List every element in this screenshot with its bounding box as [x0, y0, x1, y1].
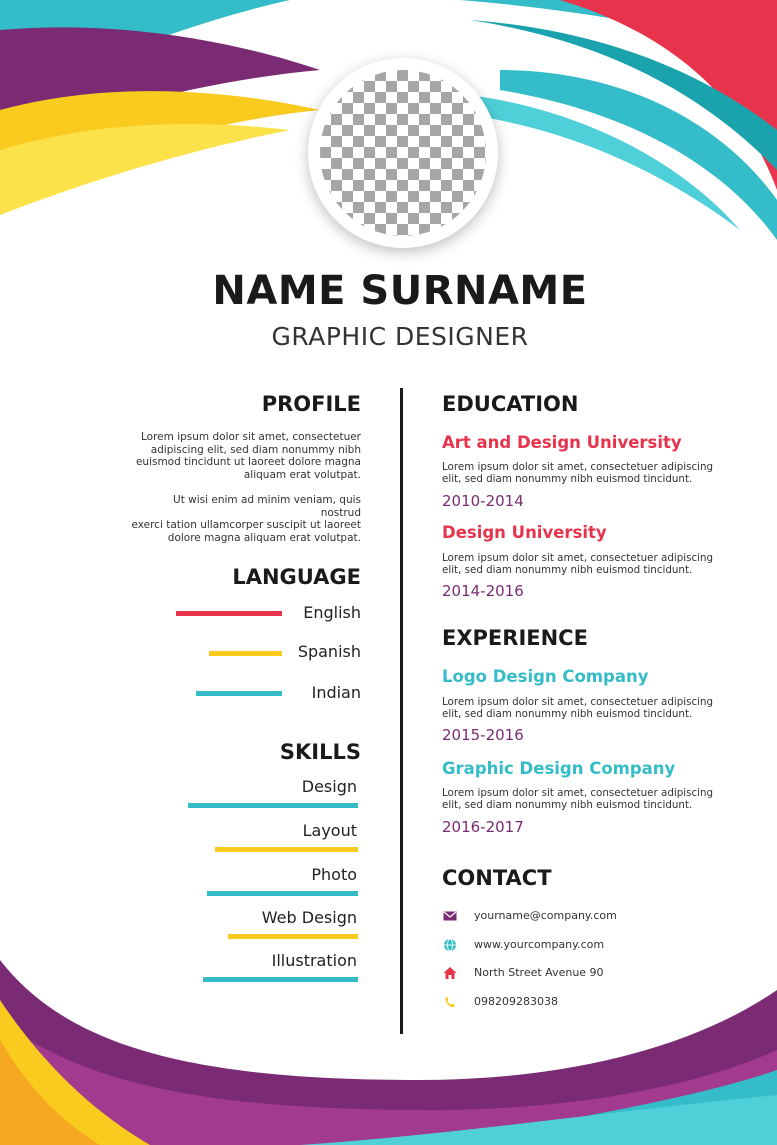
job-title: GRAPHIC DESIGNER — [271, 322, 529, 351]
skill-web-design: Web Design — [261, 908, 357, 927]
home-icon — [443, 966, 457, 980]
experience-years-1: 2015-2016 — [442, 726, 524, 744]
language-english: English — [303, 603, 361, 622]
language-heading: LANGUAGE — [232, 565, 361, 589]
experience-description-2: Lorem ipsum dolor sit amet, consectetuer adipiscing elit, sed diam nonummy nibh euismod tincidunt. — [442, 787, 714, 812]
skill-bar-web-design — [228, 934, 358, 939]
contact-address: North Street Avenue 90 — [474, 966, 604, 979]
skill-bar-photo — [207, 891, 358, 896]
education-description-2: Lorem ipsum dolor sit amet, consectetuer adipiscing elit, sed diam nonummy nibh euismod tincidunt. — [442, 552, 714, 577]
education-heading: EDUCATION — [442, 392, 579, 416]
profile-photo-placeholder — [308, 58, 498, 248]
education-years-2: 2014-2016 — [442, 582, 524, 600]
experience-heading: EXPERIENCE — [442, 626, 588, 650]
skill-design: Design — [301, 777, 357, 796]
full-name: NAME SURNAME — [212, 268, 588, 314]
skill-bar-layout — [215, 847, 358, 852]
column-divider — [400, 388, 403, 1034]
experience-years-2: 2016-2017 — [442, 818, 524, 836]
skill-bar-design — [188, 803, 358, 808]
skill-photo: Photo — [311, 865, 357, 884]
profile-paragraph-2: Ut wisi enim ad minim veniam, quis nostrud exerci tation ullamcorper suscipit ut laoreet dolore magna aliquam erat volutpat. — [131, 494, 361, 544]
globe-icon — [443, 938, 457, 952]
phone-icon — [443, 995, 457, 1009]
contact-heading: CONTACT — [442, 866, 552, 890]
language-spanish: Spanish — [297, 642, 361, 661]
contact-email[interactable]: yourname@company.com — [474, 909, 617, 922]
envelope-icon — [443, 909, 457, 923]
contact-website[interactable]: www.yourcompany.com — [474, 938, 605, 951]
skills-heading: SKILLS — [279, 740, 361, 764]
profile-heading: PROFILE — [261, 392, 361, 416]
education-years-1: 2010-2014 — [442, 492, 524, 510]
profile-paragraph-1: Lorem ipsum dolor sit amet, consectetuer adipiscing elit, sed diam nonummy nibh euismod tincidunt ut laoreet dolore magna aliquam erat volutpat. — [135, 431, 361, 481]
education-description-1: Lorem ipsum dolor sit amet, consectetuer adipiscing elit, sed diam nonummy nibh euismod tincidunt. — [442, 461, 714, 486]
experience-company-2: Graphic Design Company — [442, 759, 676, 778]
education-institution-2: Design University — [442, 523, 607, 542]
education-institution-1: Art and Design University — [442, 433, 682, 452]
experience-description-1: Lorem ipsum dolor sit amet, consectetuer adipiscing elit, sed diam nonummy nibh euismod tincidunt. — [442, 696, 714, 721]
skill-layout: Layout — [302, 821, 357, 840]
skill-bar-illustration — [203, 977, 358, 982]
skill-illustration: Illustration — [271, 951, 357, 970]
checkerboard-pattern — [320, 70, 486, 236]
contact-phone[interactable]: 098209283038 — [474, 995, 558, 1008]
language-indian: Indian — [311, 683, 361, 702]
experience-company-1: Logo Design Company — [442, 667, 649, 686]
